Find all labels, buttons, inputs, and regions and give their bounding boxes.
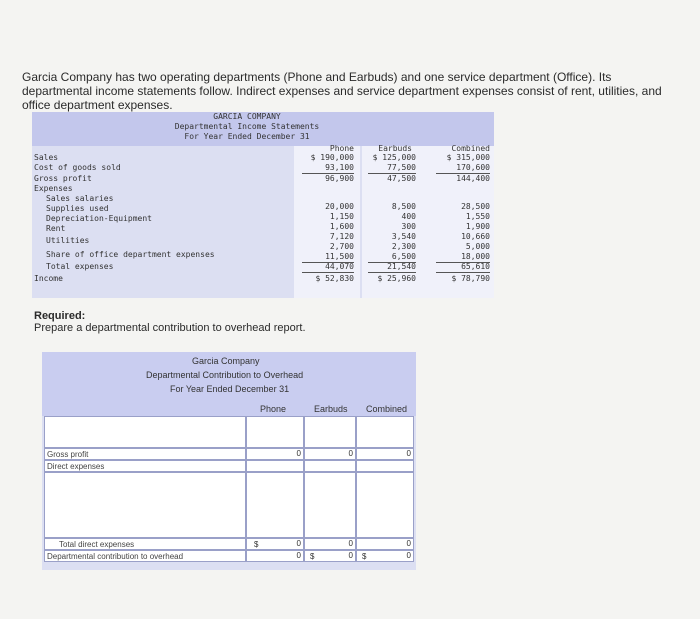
row-label: Income — [34, 274, 63, 283]
row-earbuds: 21,540 — [368, 262, 416, 273]
row-combined: $ 315,000 — [446, 153, 490, 162]
row-combined: 1,550 — [465, 212, 490, 221]
row-combined: 144,400 — [456, 174, 490, 183]
report-company: Garcia Company — [192, 356, 260, 366]
row-phone: 93,100 — [302, 163, 354, 174]
row-earbuds: $ 25,960 — [377, 274, 416, 283]
col-combined: Combined — [451, 144, 490, 153]
gross-profit-earbuds[interactable]: 0 — [304, 448, 356, 460]
row-earbuds: 400 — [401, 212, 416, 221]
gross-profit-row — [44, 448, 246, 460]
row-earbuds: 300 — [401, 222, 416, 231]
contribution-label: Departmental contribution to overhead — [47, 552, 184, 561]
row-label: Rent — [46, 224, 66, 233]
row-phone: 7,120 — [329, 232, 354, 241]
total-direct-phone[interactable]: 0 — [246, 538, 304, 550]
contribution-phone[interactable]: 0 — [246, 550, 304, 562]
row-label: Sales salaries — [46, 194, 114, 203]
report-label-input-top[interactable] — [44, 416, 246, 448]
report-col-earbuds: Earbuds — [314, 404, 348, 414]
gross-profit-combined[interactable]: 0 — [356, 448, 414, 460]
total-direct-combined[interactable]: 0 — [356, 538, 414, 550]
row-label: Supplies used — [46, 204, 109, 213]
row-phone: 11,500 — [302, 252, 354, 263]
row-phone: 96,900 — [325, 174, 354, 183]
report-title: Departmental Contribution to Overhead — [146, 370, 304, 380]
total-direct-label: Total direct expenses — [59, 540, 135, 549]
row-label: Depreciation-Equipment — [46, 214, 152, 223]
row-label: Gross profit — [34, 174, 92, 183]
row-combined: 65,610 — [436, 262, 490, 273]
direct-expenses-label: Direct expenses — [47, 462, 105, 471]
required-section — [34, 310, 306, 334]
statement-period: For Year Ended December 31 — [184, 132, 310, 141]
row-earbuds: 3,540 — [391, 232, 416, 241]
combined-input[interactable] — [356, 460, 414, 472]
row-earbuds: 47,500 — [387, 174, 416, 183]
row-label: Total expenses — [46, 262, 114, 271]
row-combined: 170,600 — [436, 163, 490, 174]
row-label: Share of office department expenses — [46, 250, 215, 259]
intro-paragraph: Garcia Company has two operating departments (Phone and Earbuds) and one service department (Office). Its departmental income statements follow. Indirect expenses and service department expenses consist of rent, utilities, and office department expenses. — [22, 70, 662, 112]
row-earbuds: 6,500 — [368, 252, 416, 263]
dollar-sign-phone: $ — [254, 540, 259, 549]
total-direct-earbuds[interactable]: 0 — [304, 538, 356, 550]
contribution-report — [42, 352, 416, 570]
total-direct-row — [44, 538, 246, 550]
required-text: Prepare a departmental contribution to overhead report. — [34, 322, 306, 334]
gross-profit-label: Gross profit — [47, 450, 89, 459]
gross-profit-phone[interactable]: 0 — [246, 448, 304, 460]
row-combined: 1,900 — [465, 222, 490, 231]
required-heading: Required: — [34, 310, 86, 322]
contribution-earbuds[interactable]: 0 — [304, 550, 356, 562]
dollar-sign-combined: $ — [362, 552, 367, 561]
row-combined: 5,000 — [465, 242, 490, 251]
row-label: Expenses — [34, 184, 73, 193]
phone-expense-inputs[interactable] — [246, 472, 304, 538]
col-earbuds: Earbuds — [378, 144, 412, 153]
row-earbuds: $ 125,000 — [372, 153, 416, 162]
row-phone: 2,700 — [329, 242, 354, 251]
row-label: Cost of goods sold — [34, 163, 121, 172]
statement-company: GARCIA COMPANY — [213, 112, 281, 121]
earbuds-input[interactable] — [304, 460, 356, 472]
earbuds-input-top[interactable] — [304, 416, 356, 448]
report-col-phone: Phone — [260, 404, 287, 414]
phone-input[interactable] — [246, 460, 304, 472]
expense-label-inputs[interactable] — [44, 472, 246, 538]
earbuds-expense-inputs[interactable] — [304, 472, 356, 538]
contribution-combined[interactable]: 0 — [356, 550, 414, 562]
row-earbuds: 77,500 — [368, 163, 416, 174]
row-combined: 18,000 — [436, 252, 490, 263]
row-phone: 1,150 — [329, 212, 354, 221]
row-combined: 10,660 — [461, 232, 490, 241]
income-statement — [32, 112, 494, 298]
row-label: Sales — [34, 153, 59, 162]
combined-input-top[interactable] — [356, 416, 414, 448]
row-phone: $ 190,000 — [310, 153, 354, 162]
dollar-sign-earbuds: $ — [310, 552, 315, 561]
row-combined: 28,500 — [461, 202, 490, 211]
phone-input-top[interactable] — [246, 416, 304, 448]
row-earbuds: 2,300 — [391, 242, 416, 251]
row-label: Utilities — [46, 236, 90, 245]
row-combined: $ 78,790 — [451, 274, 490, 283]
row-phone: 44,070 — [302, 262, 354, 273]
row-phone: 1,600 — [329, 222, 354, 231]
combined-expense-inputs[interactable] — [356, 472, 414, 538]
statement-title: Departmental Income Statements — [174, 122, 320, 131]
report-col-combined: Combined — [366, 404, 408, 414]
col-phone: Phone — [329, 144, 354, 153]
row-earbuds: 8,500 — [391, 202, 416, 211]
report-period: For Year Ended December 31 — [170, 384, 290, 394]
row-phone: $ 52,830 — [315, 274, 354, 283]
row-phone: 20,000 — [325, 202, 354, 211]
contribution-row — [44, 550, 246, 562]
direct-expenses-row — [44, 460, 246, 472]
